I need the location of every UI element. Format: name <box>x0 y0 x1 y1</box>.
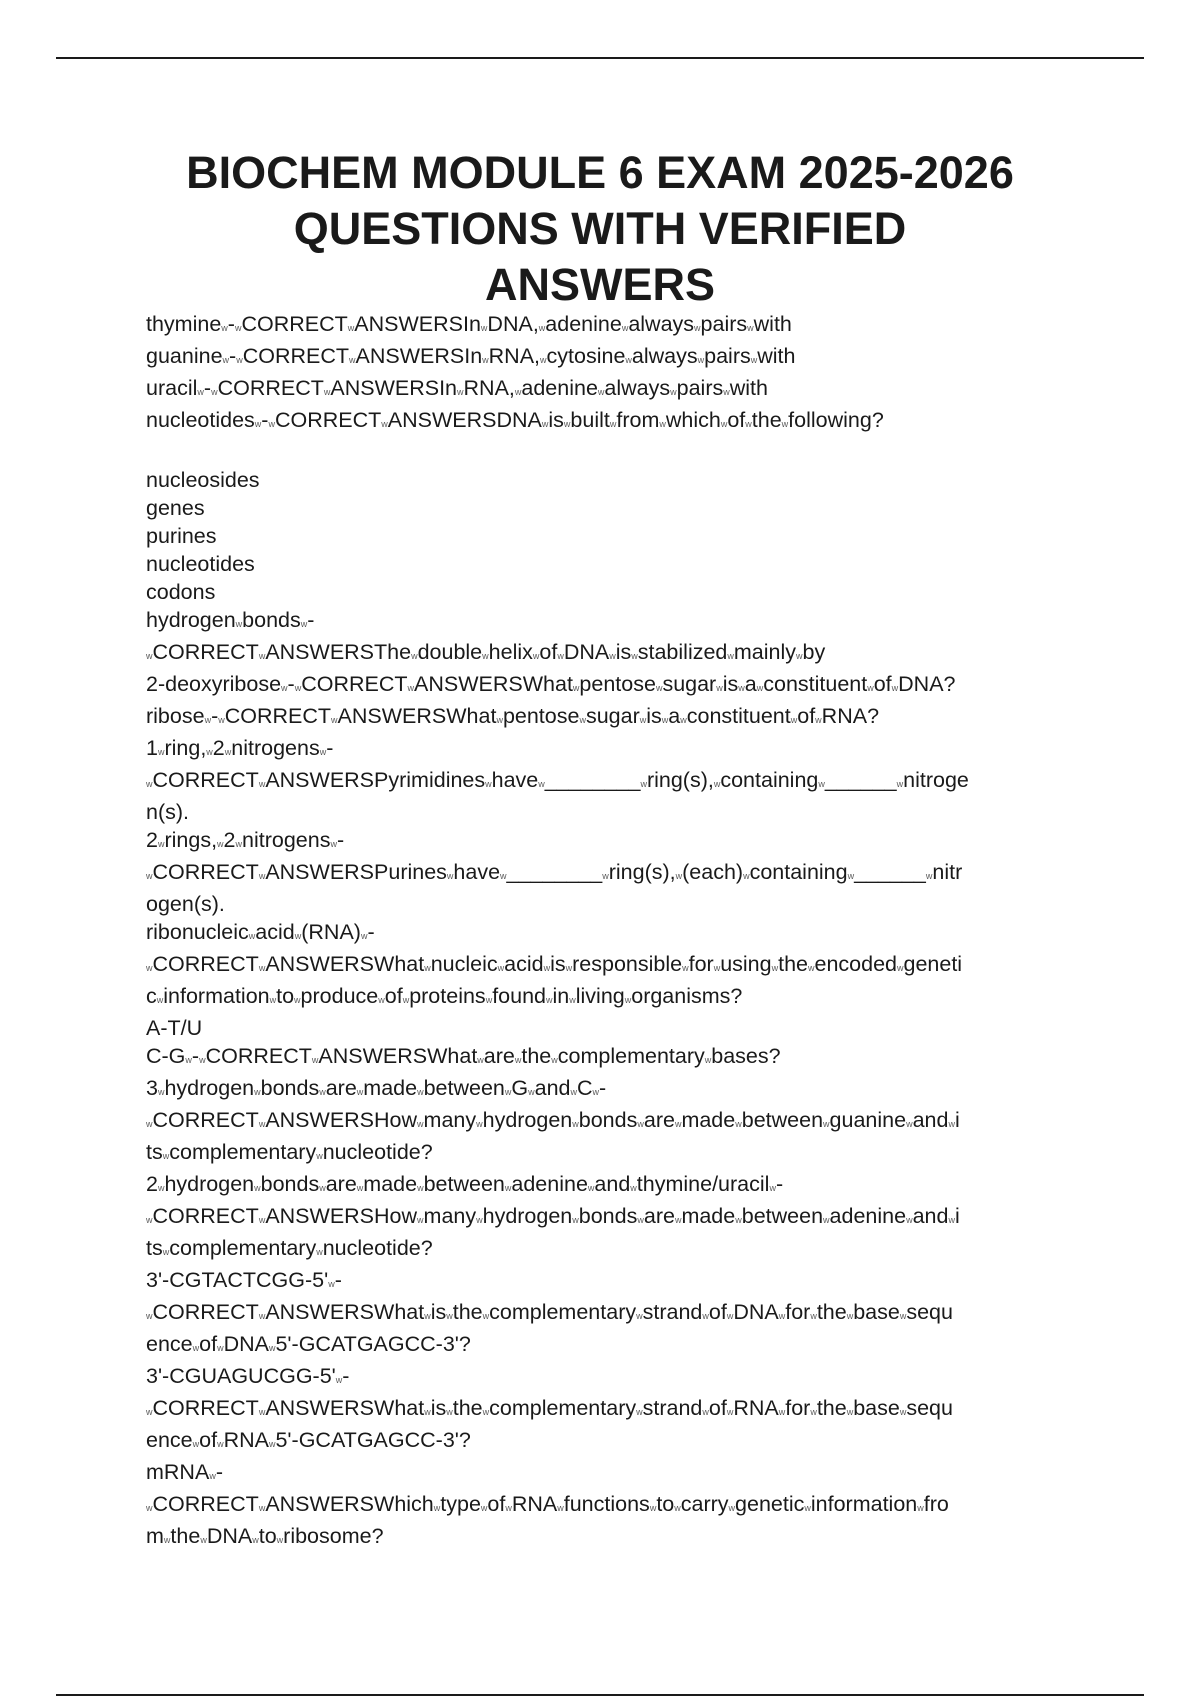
text-line: uracilw-wCORRECTwANSWERSInwRNA,wadeninewalwayswpairswwith <box>146 376 768 400</box>
word-separator: w <box>906 1215 913 1225</box>
word-separator: w <box>211 387 218 397</box>
word-separator: w <box>661 715 669 725</box>
word-separator: w <box>500 871 507 881</box>
text-line: C-Gw-wCORRECTwANSWERSWhatwarewthewcomplementarywbases? <box>146 1044 781 1068</box>
word-separator: w <box>335 1375 343 1385</box>
word-separator: w <box>750 355 758 365</box>
word-separator: w <box>146 1407 153 1417</box>
word-separator: w <box>485 995 493 1005</box>
word-separator: w <box>702 1407 709 1417</box>
word-separator: w <box>640 779 647 789</box>
word-separator: w <box>319 1183 326 1193</box>
word-separator: w <box>720 419 728 429</box>
word-separator: w <box>424 1407 431 1417</box>
word-separator: w <box>323 387 331 397</box>
text-line: cwinformationwtowproducewofwproteinswfoundwinwlivingworganisms? <box>146 984 743 1008</box>
word-separator: w <box>675 871 683 881</box>
word-separator: w <box>702 1311 709 1321</box>
word-separator: w <box>738 683 745 693</box>
word-separator: w <box>659 419 666 429</box>
word-separator: w <box>514 387 522 397</box>
word-separator: w <box>726 1311 734 1321</box>
word-separator: w <box>156 995 164 1005</box>
word-separator: w <box>319 747 327 757</box>
word-separator: w <box>790 715 798 725</box>
word-separator: w <box>281 683 288 693</box>
word-separator: w <box>538 779 545 789</box>
word-separator: w <box>163 1535 171 1545</box>
word-separator: w <box>674 1503 681 1513</box>
word-separator: w <box>579 715 586 725</box>
text-line: wCORRECTwANSWERSWhichwtypewofwRNAwfunctionswtowcarrywgeneticwinformationwfro <box>146 1492 949 1516</box>
text-line: mRNAw- <box>146 1460 223 1484</box>
word-separator: w <box>769 1183 776 1193</box>
word-separator: w <box>846 1311 854 1321</box>
word-separator: w <box>624 995 632 1005</box>
title-line-1: BIOCHEM MODULE 6 EXAM 2025-2026 <box>186 147 1014 198</box>
word-separator: w <box>810 1311 817 1321</box>
word-separator: w <box>713 963 721 973</box>
word-separator: w <box>424 963 431 973</box>
blank-line <box>146 438 1086 466</box>
word-separator: w <box>697 355 705 365</box>
word-separator: w <box>417 1119 424 1129</box>
word-separator: w <box>252 1535 259 1545</box>
word-separator: w <box>747 323 754 333</box>
word-separator: w <box>221 323 228 333</box>
text-line: wCORRECTwANSWERSWhatwiswthewcomplementarywstrandwofwRNAwforwthewbasewsequ <box>146 1396 953 1420</box>
word-separator: w <box>146 871 153 881</box>
word-separator: w <box>378 995 385 1005</box>
text-line: 3'-CGUAGUCGG-5'w- <box>146 1364 350 1388</box>
text-line: tswcomplementarywnucleotide? <box>146 1140 433 1164</box>
word-separator: w <box>925 871 933 881</box>
word-separator: w <box>268 1439 276 1449</box>
word-separator: w <box>192 1439 200 1449</box>
word-separator: w <box>587 1183 595 1193</box>
word-separator: w <box>621 323 629 333</box>
text-line: A-T/U <box>146 1016 203 1040</box>
title-line-2: QUESTIONS WITH VERIFIED <box>293 203 907 254</box>
word-separator: w <box>446 1311 453 1321</box>
text-line: 2whydrogenwbondswarewmadewbetweenwadeninewandwthymine/uracilw- <box>146 1172 784 1196</box>
word-separator: w <box>411 651 418 661</box>
word-separator: w <box>796 651 803 661</box>
word-separator: w <box>497 963 505 973</box>
text-line: nucleotides <box>146 552 255 576</box>
word-separator: w <box>756 683 764 693</box>
top-rule <box>56 57 1144 59</box>
text-line: guaninew-wCORRECTwANSWERSInwRNA,wcytosinewalwayswpairswwith <box>146 344 796 368</box>
word-separator: w <box>480 1503 488 1513</box>
word-separator: w <box>563 419 571 429</box>
word-separator: w <box>847 871 855 881</box>
word-separator: w <box>146 1503 153 1513</box>
text-line: genes <box>146 496 205 520</box>
word-separator: w <box>540 355 547 365</box>
word-separator: w <box>162 1151 170 1161</box>
word-separator: w <box>602 871 609 881</box>
text-line: encewofwRNAw5'-GCATGAGCC-3'? <box>146 1428 471 1452</box>
word-separator: w <box>276 1535 284 1545</box>
word-separator: w <box>330 839 337 849</box>
word-separator: w <box>592 1087 600 1097</box>
word-separator: w <box>504 1183 512 1193</box>
word-separator: w <box>311 1055 319 1065</box>
word-separator: w <box>258 1119 266 1129</box>
word-separator: w <box>146 1119 153 1129</box>
word-separator: w <box>248 931 256 941</box>
word-separator: w <box>157 1087 165 1097</box>
word-separator: w <box>446 871 454 881</box>
word-separator: w <box>609 419 617 429</box>
word-separator: w <box>217 1343 224 1353</box>
word-separator: w <box>716 683 723 693</box>
word-separator: w <box>771 963 779 973</box>
text-line: 3'-CGTACTCGG-5'w- <box>146 1268 342 1292</box>
word-separator: w <box>258 871 266 881</box>
text-line: codons <box>146 580 216 604</box>
word-separator: w <box>504 1087 512 1097</box>
word-separator: w <box>636 1407 643 1417</box>
word-separator: w <box>300 619 308 629</box>
word-separator: w <box>360 931 368 941</box>
word-separator: w <box>485 779 492 789</box>
word-separator: w <box>649 1503 657 1513</box>
word-separator: w <box>735 1215 742 1225</box>
word-separator: w <box>743 871 750 881</box>
word-separator: w <box>209 1471 216 1481</box>
word-separator: w <box>807 963 815 973</box>
text-line: wCORRECTwANSWERSHowwmanywhydrogenwbondswarewmadewbetweenwguaninewandwi <box>146 1108 960 1132</box>
word-separator: w <box>162 1247 170 1257</box>
word-separator: w <box>222 355 230 365</box>
word-separator: w <box>349 355 356 365</box>
word-separator: w <box>823 1215 830 1225</box>
word-separator: w <box>505 1503 512 1513</box>
word-separator: w <box>636 1311 643 1321</box>
word-separator: w <box>572 683 580 693</box>
word-separator: w <box>197 387 204 397</box>
word-separator: w <box>206 747 213 757</box>
text-line: wCORRECTwANSWERSPyrimidineswhavew________wring(s),wcontainingw______wnitroge <box>146 768 969 792</box>
word-separator: w <box>804 1503 811 1513</box>
word-separator: w <box>948 1119 955 1129</box>
word-separator: w <box>569 995 576 1005</box>
word-separator: w <box>258 1215 266 1225</box>
word-separator: w <box>294 995 301 1005</box>
word-separator: w <box>347 323 355 333</box>
word-separator: w <box>294 931 302 941</box>
word-separator: w <box>532 651 540 661</box>
word-separator: w <box>457 387 464 397</box>
word-separator: w <box>670 387 677 397</box>
word-separator: w <box>896 963 904 973</box>
word-separator: w <box>541 419 549 429</box>
text-line: 2-deoxyribosew-wCORRECTwANSWERSWhatwpentosewsugarwiswawconstituentwofwDNA? <box>146 672 956 696</box>
text-line: nucleosides <box>146 468 260 492</box>
text-line: mwthewDNAwtowribosome? <box>146 1524 384 1548</box>
word-separator: w <box>682 963 689 973</box>
word-separator: w <box>482 1311 490 1321</box>
word-separator: w <box>235 619 243 629</box>
word-separator: w <box>268 1343 276 1353</box>
word-separator: w <box>258 651 266 661</box>
word-separator: w <box>417 1183 424 1193</box>
word-separator: w <box>269 995 277 1005</box>
word-separator: w <box>254 1183 261 1193</box>
text-line: tswcomplementarywnucleotide? <box>146 1236 433 1260</box>
word-separator: w <box>674 1119 682 1129</box>
word-separator: w <box>316 1151 323 1161</box>
word-separator: w <box>639 715 647 725</box>
word-separator: w <box>565 963 573 973</box>
document-body <box>146 310 1086 1554</box>
word-separator: w <box>254 419 262 429</box>
word-separator: w <box>476 1119 483 1129</box>
document-title <box>100 145 1100 313</box>
word-separator: w <box>543 963 551 973</box>
word-separator: w <box>899 1407 907 1417</box>
word-separator: w <box>199 1055 206 1065</box>
word-separator: w <box>482 651 489 661</box>
text-line: hydrogenwbondsw- <box>146 608 315 632</box>
word-separator: w <box>637 1119 644 1129</box>
word-separator: w <box>906 1119 913 1129</box>
word-separator: w <box>723 387 730 397</box>
word-separator: w <box>867 683 874 693</box>
word-separator: w <box>597 387 605 397</box>
word-separator: w <box>726 1407 734 1417</box>
word-separator: w <box>745 419 752 429</box>
text-line: ribosew-wCORRECTwANSWERSWhatwpentosewsugarwiswawconstituentwofwRNA? <box>146 704 880 728</box>
word-separator: w <box>254 1087 261 1097</box>
word-separator: w <box>316 1247 323 1257</box>
word-separator: w <box>480 323 488 333</box>
word-separator: w <box>417 1215 424 1225</box>
word-separator: w <box>713 779 721 789</box>
word-separator: w <box>381 419 388 429</box>
word-separator: w <box>551 1055 558 1065</box>
word-separator: w <box>476 1215 483 1225</box>
word-separator: w <box>948 1215 955 1225</box>
text-line: 1wring,w2wnitrogensw- <box>146 736 334 760</box>
word-separator: w <box>446 1407 453 1417</box>
text-line: purines <box>146 524 217 548</box>
word-separator: w <box>815 715 822 725</box>
word-separator: w <box>846 1407 854 1417</box>
word-separator: w <box>818 779 825 789</box>
word-separator: w <box>557 1503 564 1513</box>
word-separator: w <box>917 1503 924 1513</box>
word-separator: w <box>192 1343 200 1353</box>
word-separator: w <box>204 715 212 725</box>
word-separator: w <box>417 1087 424 1097</box>
word-separator: w <box>331 715 338 725</box>
word-separator: w <box>146 1215 153 1225</box>
word-separator: w <box>146 963 153 973</box>
word-separator: w <box>218 715 225 725</box>
word-separator: w <box>781 419 789 429</box>
word-separator: w <box>236 355 243 365</box>
word-separator: w <box>810 1407 817 1417</box>
word-separator: w <box>424 1311 431 1321</box>
word-separator: w <box>477 1055 484 1065</box>
word-separator: w <box>224 747 232 757</box>
word-separator: w <box>157 839 165 849</box>
text-line: ogen(s). <box>146 892 225 916</box>
word-separator: w <box>778 1407 786 1417</box>
word-separator: w <box>630 1183 637 1193</box>
word-separator: w <box>258 779 266 789</box>
word-separator: w <box>631 651 638 661</box>
title-line-3: ANSWERS <box>484 259 715 310</box>
word-separator: w <box>407 683 415 693</box>
word-separator: w <box>235 839 243 849</box>
word-separator: w <box>625 355 632 365</box>
text-line: wCORRECTwANSWERSHowwmanywhydrogenwbondswarewmadewbetweenwadeninewandwi <box>146 1204 960 1228</box>
word-separator: w <box>258 963 266 973</box>
word-separator: w <box>356 1183 364 1193</box>
word-separator: w <box>356 1087 364 1097</box>
word-separator: w <box>891 683 899 693</box>
word-separator: w <box>157 747 165 757</box>
word-separator: w <box>680 715 687 725</box>
text-line: wCORRECTwANSWERSThewdoublewhelixwofwDNAwiswstabilizedwmainlywby <box>146 640 826 664</box>
text-line: encewofwDNAw5'-GCATGAGCC-3'? <box>146 1332 471 1356</box>
word-separator: w <box>146 1311 153 1321</box>
word-separator: w <box>217 839 224 849</box>
word-separator: w <box>637 1215 644 1225</box>
word-separator: w <box>433 1503 441 1513</box>
text-line: 2wrings,w2wnitrogensw- <box>146 828 345 852</box>
word-separator: w <box>572 1119 579 1129</box>
word-separator: w <box>728 1503 736 1513</box>
word-separator: w <box>735 1119 742 1129</box>
word-separator: w <box>185 1055 192 1065</box>
word-separator: w <box>496 715 503 725</box>
word-separator: w <box>268 419 275 429</box>
text-line: 3whydrogenwbondswarewmadewbetweenwGwandwCw- <box>146 1076 607 1100</box>
word-separator: w <box>896 779 904 789</box>
text-line: nucleotidesw-wCORRECTwANSWERSDNAwiswbuiltwfromwwhichwofwthewfollowing? <box>146 408 884 432</box>
word-separator: w <box>146 779 153 789</box>
text-line: wCORRECTwANSWERSPurineswhavew________wring(s),w(each)wcontainingw______wnitr <box>146 860 963 884</box>
text-line: thyminew-wCORRECTwANSWERSInwDNA,wadeninewalwayswpairswwith <box>146 312 792 336</box>
word-separator: w <box>258 1407 266 1417</box>
word-separator: w <box>704 1055 712 1065</box>
word-separator: w <box>294 683 302 693</box>
text-line: wCORRECTwANSWERSWhatwnucleicwacidwiswresponsiblewforwusingwthewencodedwgeneti <box>146 952 963 976</box>
word-separator: w <box>217 1439 224 1449</box>
word-separator: w <box>328 1279 335 1289</box>
word-separator: w <box>258 1503 266 1513</box>
word-separator: w <box>402 995 410 1005</box>
text-line: n(s). <box>146 800 189 824</box>
word-separator: w <box>200 1535 207 1545</box>
word-separator: w <box>146 651 153 661</box>
word-separator: w <box>546 995 553 1005</box>
word-separator: w <box>778 1311 786 1321</box>
word-separator: w <box>572 1215 579 1225</box>
word-separator: w <box>694 323 701 333</box>
word-separator: w <box>234 323 242 333</box>
word-separator: w <box>528 1087 535 1097</box>
word-separator: w <box>727 651 734 661</box>
word-separator: w <box>482 355 489 365</box>
word-separator: w <box>674 1215 682 1225</box>
word-separator: w <box>609 651 616 661</box>
word-separator: w <box>557 651 564 661</box>
word-separator: w <box>319 1087 326 1097</box>
word-separator: w <box>570 1087 577 1097</box>
word-separator: w <box>655 683 663 693</box>
text-line: wCORRECTwANSWERSWhatwiswthewcomplementarywstrandwofwDNAwforwthewbasewsequ <box>146 1300 953 1324</box>
word-separator: w <box>823 1119 830 1129</box>
word-separator: w <box>899 1311 907 1321</box>
bottom-rule <box>56 1694 1144 1696</box>
word-separator: w <box>258 1311 266 1321</box>
word-separator: w <box>538 323 546 333</box>
word-separator: w <box>482 1407 490 1417</box>
text-line: ribonucleicwacidw(RNA)w- <box>146 920 375 944</box>
word-separator: w <box>514 1055 522 1065</box>
word-separator: w <box>157 1183 165 1193</box>
